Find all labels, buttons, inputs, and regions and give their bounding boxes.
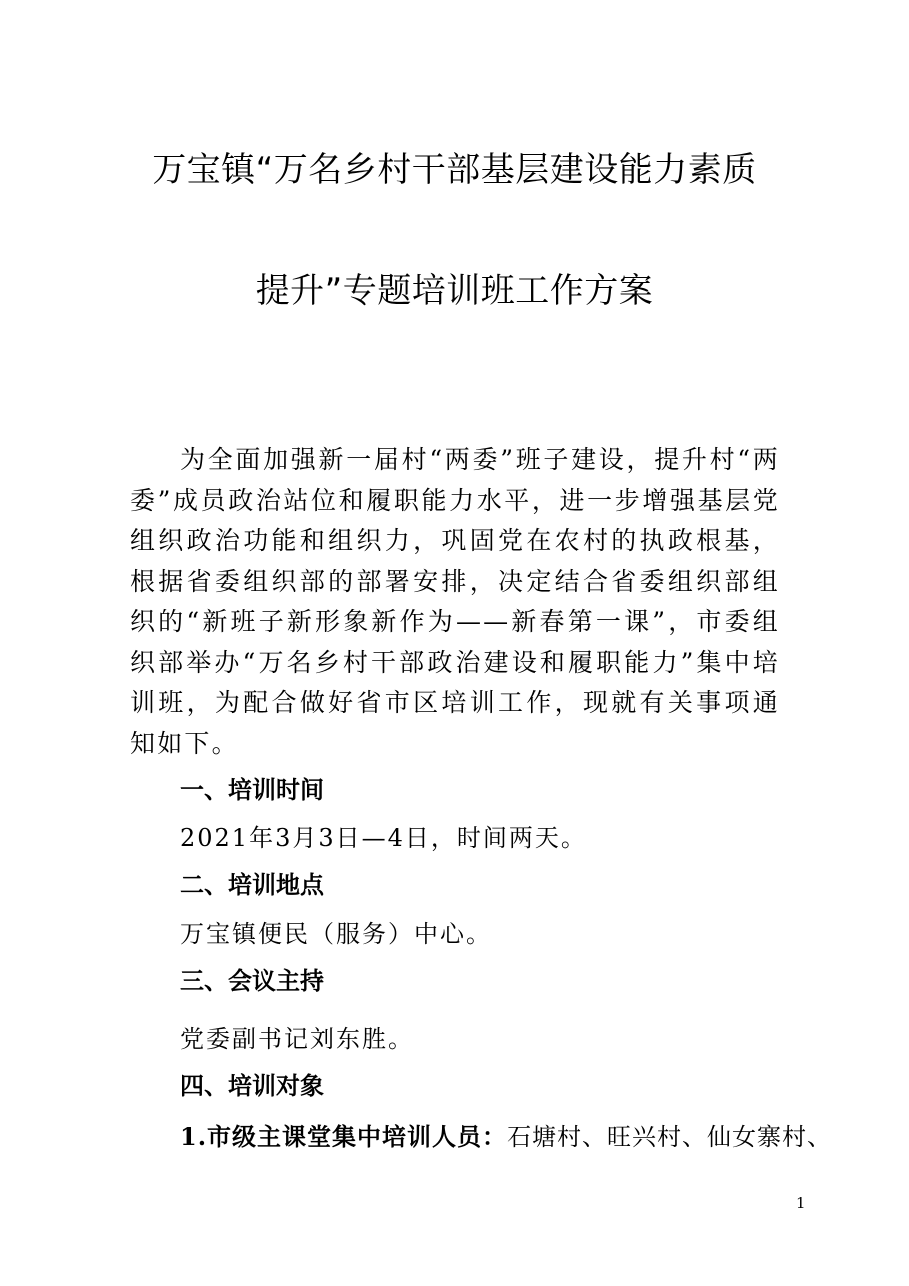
section-heading-meeting-host: 三、会议主持 bbox=[180, 967, 324, 995]
section-heading-training-targets: 四、培训对象 bbox=[180, 1072, 324, 1100]
section-heading-training-time: 一、培训时间 bbox=[180, 776, 324, 804]
training-target-item-1 bbox=[180, 1121, 832, 1153]
training-target-item-1-label: 1.市级主课堂集中培训人员： bbox=[180, 1122, 508, 1151]
intro-paragraph: 为全面加强新一届村“两委”班子建设，提升村“两委”成员政治站位和履职能力水平，进一步增强基层党组织政治功能和组织力，巩固党在农村的执政根基，根据省委组织部的部署安排，决定结合省委组织部组织的“新班子新形象新作为——新春第一课”，市委组织部举办“万名乡村干部政治建设和履职能力”集中培训班，为配合做好省市区培训工作，现就有关事项通知如下。 bbox=[130, 445, 780, 758]
document-title-line-1: 万宝镇“万名乡村干部基层建设能力素质 bbox=[152, 150, 757, 190]
section-content-training-time: 2021年3月3日—4日，时间两天。 bbox=[180, 824, 587, 852]
training-target-item-1-text: 石塘村、旺兴村、仙女寨村、 bbox=[507, 1123, 833, 1151]
document-title-line-2: 提升”专题培训班工作方案 bbox=[255, 271, 654, 311]
section-heading-training-location: 二、培训地点 bbox=[180, 871, 324, 899]
page-number: 1 bbox=[796, 1194, 806, 1212]
section-content-training-location: 万宝镇便民（服务）中心。 bbox=[180, 920, 492, 948]
section-content-meeting-host: 党委副书记刘东胜。 bbox=[180, 1025, 414, 1053]
